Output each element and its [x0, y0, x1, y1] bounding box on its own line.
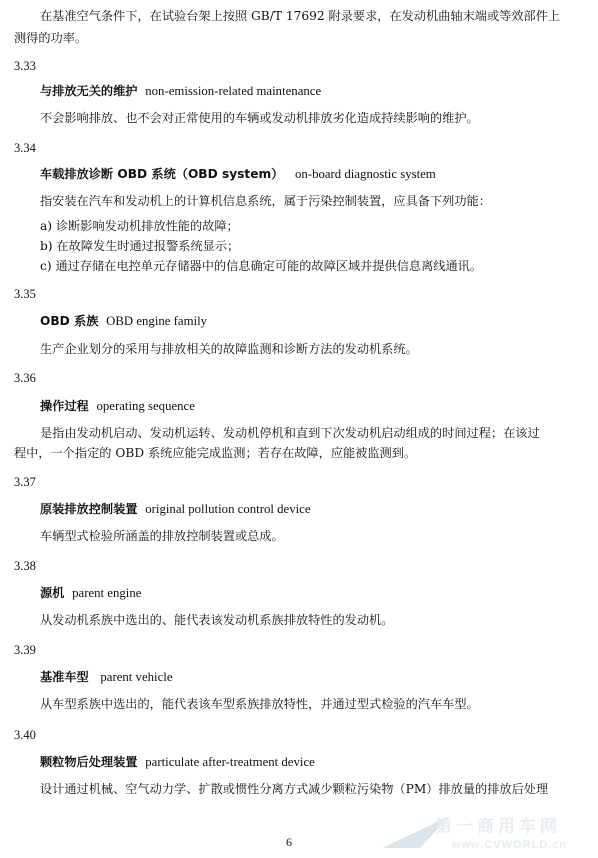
term-cn: 车载排放诊断 OBD 系统（OBD system）: [40, 167, 284, 181]
list-item: a) 诊断影响发动机排放性能的故障；: [40, 219, 239, 233]
definition: 程中，一个指定的 OBD 系统应能完成监测；若存在故障，应能被监测到。: [14, 446, 417, 460]
page-number: 6: [286, 835, 292, 849]
term-heading: [40, 671, 173, 684]
term-en: OBD engine family: [106, 314, 208, 328]
term-heading: [40, 85, 321, 98]
term-cn: 颗粒物后处理装置: [40, 755, 138, 769]
watermark-logo: [380, 812, 590, 852]
term-cn: 操作过程: [40, 399, 89, 413]
term-cn: 原装排放控制装置: [40, 502, 138, 516]
term-heading: [40, 400, 195, 413]
section-number: 3.34: [14, 141, 36, 155]
term-heading: [40, 587, 141, 600]
term-cn: 与排放无关的维护: [40, 84, 138, 98]
term-heading: [40, 503, 311, 516]
definition: 生产企业划分的采用与排放相关的故障监测和诊断方法的发动机系统。: [40, 342, 418, 356]
paragraph-line: 测得的功率。: [14, 31, 88, 45]
definition: 不会影响排放、也不会对正常使用的车辆或发动机排放劣化造成持续影响的维护。: [40, 111, 479, 125]
section-number: 3.37: [14, 475, 36, 489]
definition: 是指由发动机启动、发动机运转、发动机停机和直到下次发动机启动组成的时间过程；在该过: [40, 426, 540, 440]
definition: 设计通过机械、空气动力学、扩散或惯性分离方式减少颗粒污染物（PM）排放量的排放后处理: [40, 782, 549, 796]
term-cn: 基准车型: [40, 670, 89, 684]
definition: 从车型系族中选出的，能代表该车型系族排放特性，并通过型式检验的汽车车型。: [40, 697, 479, 711]
section-number: 3.36: [14, 371, 36, 385]
term-heading: [40, 315, 207, 328]
term-en: original pollution control device: [145, 502, 311, 516]
term-heading: [40, 756, 315, 769]
term-cn: 源机: [40, 586, 65, 600]
term-en: particulate after-treatment device: [145, 755, 315, 769]
term-cn: OBD 系族: [40, 314, 99, 328]
term-en: operating sequence: [96, 399, 195, 413]
term-en: on-board diagnostic system: [295, 167, 436, 181]
list-item: b) 在故障发生时通过报警系统显示；: [40, 239, 240, 253]
section-number: 3.35: [14, 287, 36, 301]
term-heading: [40, 168, 436, 181]
term-en: non-emission-related maintenance: [145, 84, 322, 98]
term-en: parent engine: [72, 586, 142, 600]
definition: 指安装在汽车和发动机上的计算机信息系统，属于污染控制装置，应具备下列功能：: [40, 194, 491, 208]
list-item: c) 通过存储在电控单元存储器中的信息确定可能的故障区域并提供信息离线通讯。: [40, 259, 483, 273]
watermark-cn: 第一商用车网: [435, 817, 561, 837]
definition: 从发动机系族中选出的、能代表该发动机系族排放特性的发动机。: [40, 613, 394, 627]
section-number: 3.39: [14, 643, 36, 657]
watermark-en: www.CVWORLD.cn: [452, 839, 568, 851]
section-number: 3.40: [14, 728, 36, 742]
section-number: 3.38: [14, 559, 36, 573]
term-en: parent vehicle: [100, 670, 173, 684]
paragraph-line: 在基准空气条件下，在试验台架上按照 GB/T 17692 附录要求，在发动机曲轴末端或等效部件上: [40, 9, 561, 23]
section-number: 3.33: [14, 59, 36, 73]
definition: 车辆型式检验所涵盖的排放控制装置或总成。: [40, 529, 284, 543]
